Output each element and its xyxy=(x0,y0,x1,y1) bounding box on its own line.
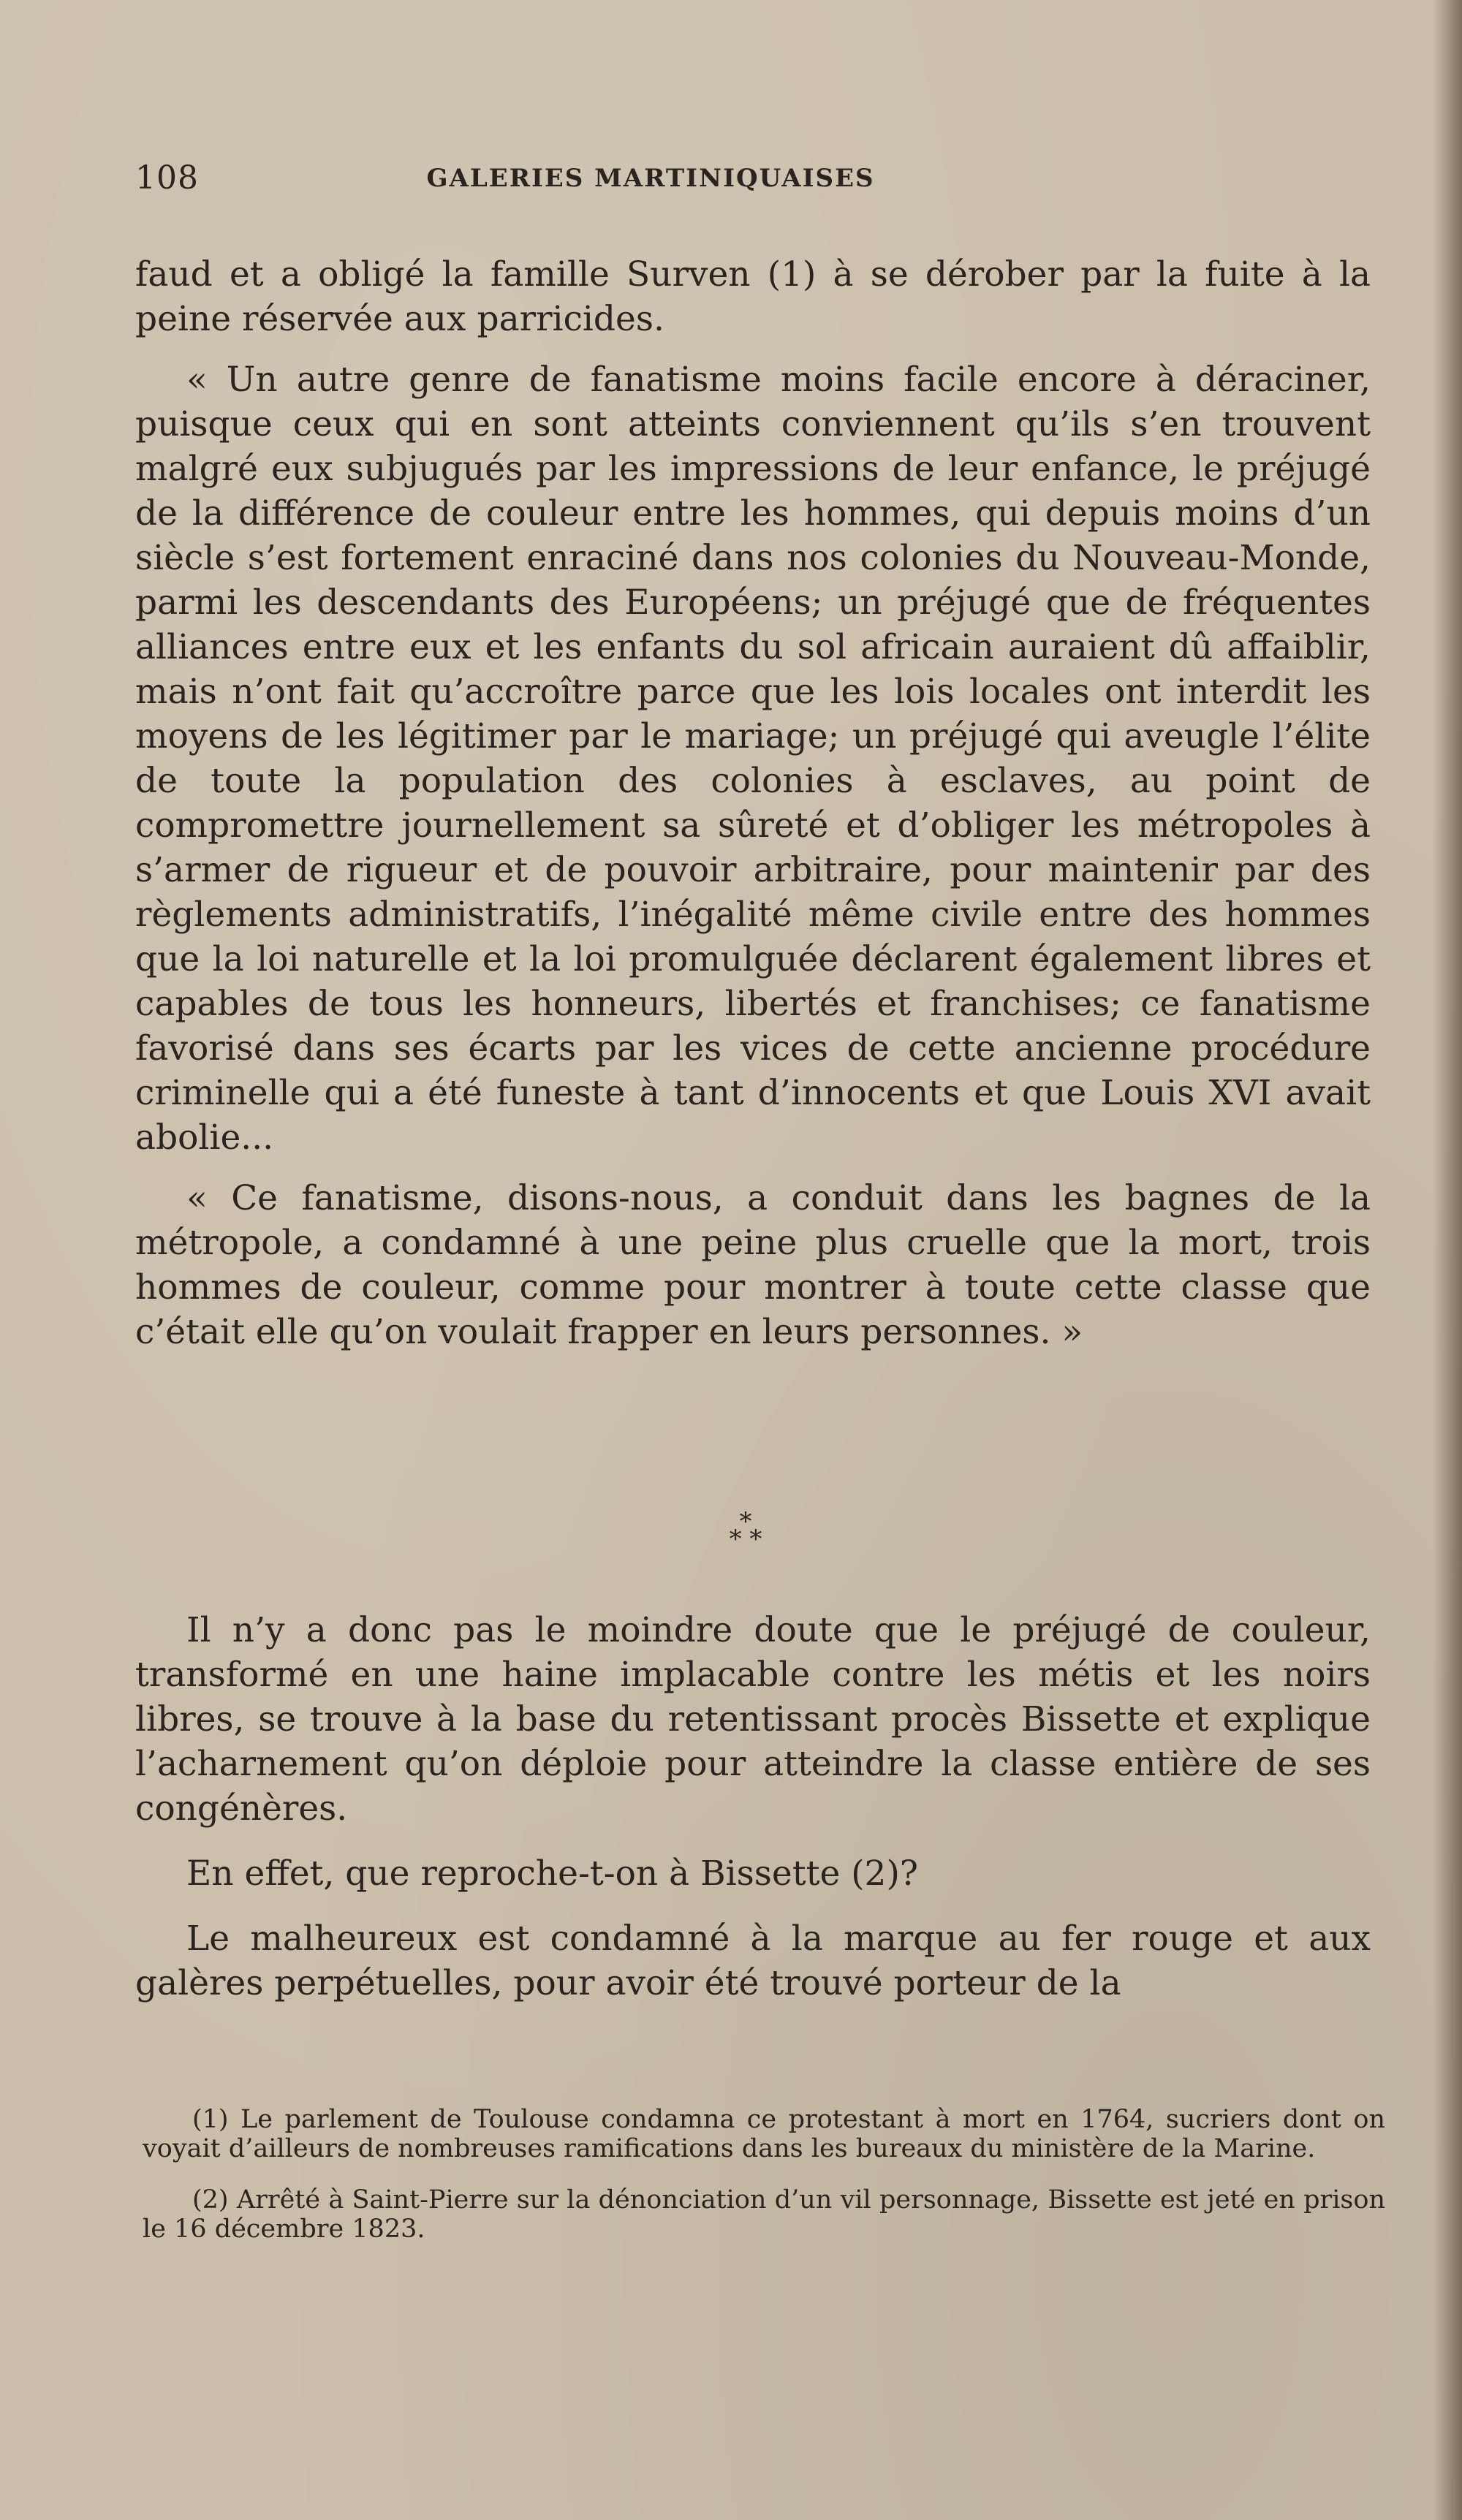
paragraph-question: En effet, que reproche-t-on à Bissette (2)? xyxy=(186,1853,918,1894)
paragraph-condemnation: Le malheureux est condamné à la marque au fer rouge et aux galères perpétuelles, pour avoir été trouvé porteur de la xyxy=(135,1919,1371,2003)
quote-paragraph-2: « Ce fanatisme, disons-nous, a conduit dans les bagnes de la métropole, a condamné à une peine plus cruelle que la mort, trois hommes de couleur, comme pour montrer à toute cette classe que c’était elle qu’on voulait frapper en leurs personnes. » xyxy=(135,1178,1371,1352)
main-text xyxy=(135,252,1371,1354)
paragraph-prejudice: Il n’y a donc pas le moindre doute que le préjugé de couleur, transformé en une haine implacable contre les métis et les noirs libres, se trouve à la base du retentissant procès Bissette et explique l’acharnement qu’on déploie pour atteindre la classe entière de ses congénères. xyxy=(135,1610,1371,1829)
footnotes xyxy=(143,2105,1385,2266)
footnote-2: (2) Arrêté à Saint-Pierre sur la dénonciation d’un vil personnage, Bissette est jeté en prison le 16 décembre 1823. xyxy=(143,2185,1385,2244)
page-number: 108 xyxy=(135,159,199,197)
main-text-continued xyxy=(135,1608,1371,2026)
section-separator xyxy=(720,1507,771,1554)
page-header xyxy=(135,159,1378,203)
footnote-1: (1) Le parlement de Toulouse condamna ce protestant à mort en 1764, sucriers dont on voyait d’ailleurs de nombreuses ramifications dans les bureaux du ministère de la Marine. xyxy=(143,2105,1385,2163)
page-edge-shadow xyxy=(1433,0,1462,2520)
asterism: * * * xyxy=(729,1507,762,1554)
paragraph-continuation: faud et a obligé la famille Surven (1) à se dérober par la fuite à la peine réservée aux parricides. xyxy=(135,254,1371,339)
quote-paragraph-1: « Un autre genre de fanatisme moins facile encore à déraciner, puisque ceux qui en sont atteints conviennent qu’ils s’en trouvent malgré eux subjugués par les impressions de leur enfance, le préjugé de la différence de couleur entre les hommes, qui depuis moins d’un siècle s’est fortement enraciné dans nos colonies du Nouveau-Monde, parmi les descendants des Européens; un préjugé que de fréquentes alliances entre eux et les enfants du sol africain auraient dû affaiblir, mais n’ont fait qu’accroître parce que les lois locales ont interdit les moyens de les légitimer par le mariage; un préjugé qui aveugle l’élite de toute la population des colonies à esclaves, au point de compromettre journellement sa sûreté et d’obliger les métropoles à s’armer de rigueur et de pouvoir arbitraire, pour maintenir par des règlements administratifs, l’inégalité même civile entre des hommes que la loi naturelle et la loi promulguée déclarent également libres et capables de tous les honneurs, libertés et franchises; ce fanatisme favorisé dans ses écarts par les vices de cette ancienne procédure criminelle qui a été funeste à tant d’innocents et que Louis XVI avait abolie... xyxy=(135,360,1371,1158)
running-title: GALERIES MARTINIQUAISES xyxy=(426,164,875,193)
